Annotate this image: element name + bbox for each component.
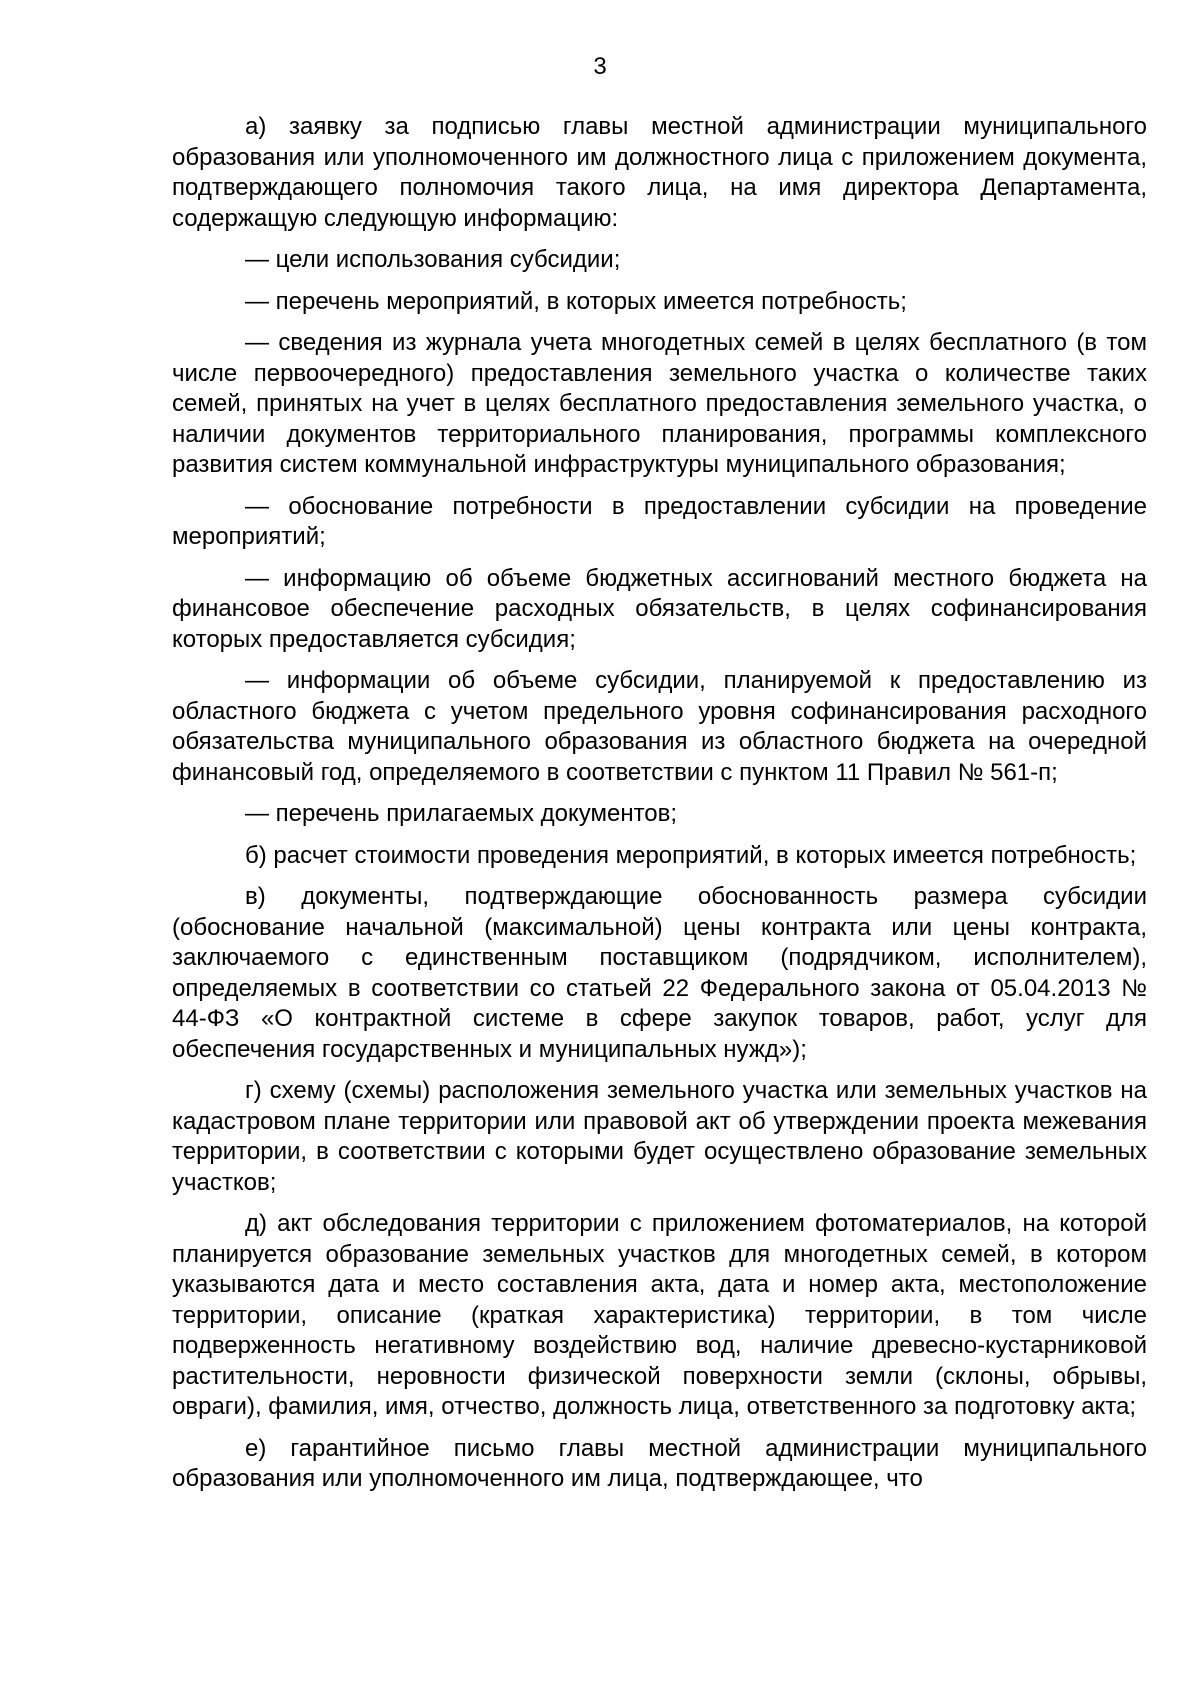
paragraph-item-a: а) заявку за подписью главы местной администрации муниципального образования или уполномоченного им должностного лица с приложением документа, подтверждающего полномочия такого лица, на имя директора Департамента, содержащую следующую информацию: [172, 113, 1147, 232]
page-number: 3 [593, 53, 607, 80]
paragraph-item-e: е) гарантийное письмо главы местной администрации муниципального образования или уполномоченного им лица, подтверждающее, что [172, 1434, 1147, 1492]
paragraph-journal-info: — сведения из журнала учета многодетных семей в целях бесплатного (в том числе первоочередного) предоставления земельного участка о количестве таких семей, принятых на учет в целях бесплатного предоставления земельного участка, о наличии документов территориального планирования, программы комплексного развития систем коммунальной инфраструктуры муниципального образования; [172, 329, 1147, 478]
paragraph-events-list: — перечень мероприятий, в которых имеется потребность; [245, 287, 907, 315]
paragraph-budget-info: — информацию об объеме бюджетных ассигнований местного бюджета на финансовое обеспечение расходных обязательств, в целях софинансирования которых предоставляется субсидия; [172, 564, 1147, 653]
paragraph-item-d: д) акт обследования территории с приложением фотоматериалов, на которой планируется образование земельных участков для многодетных семей, в котором указываются дата и место составления акта, дата и номер акта, местоположение территории, описание (краткая характеристика) территории, в том числе подверженность негативному воздействию вод, наличие древесно-кустарниковой растительности, неровности физической поверхности земли (склоны, обрывы, овраги), фамилия, имя, отчество, должность лица, ответственного за подготовку акта; [172, 1210, 1147, 1420]
paragraph-item-v: в) документы, подтверждающие обоснованность размера субсидии (обоснование начальной (максимальной) цены контракта или цены контракта, заключаемого с единственным поставщиком (подрядчиком, исполнителем), определяемых в соответствии со статьей 22 Федерального закона от 05.04.2013 № 44-ФЗ «О контрактной системе в сфере закупок товаров, работ, услуг для обеспечения государственных и муниципальных нужд»); [172, 883, 1147, 1063]
paragraph-subsidy-info: — информации об объеме субсидии, планируемой к предоставлению из областного бюджета с учетом предельного уровня софинансирования расходного обязательства муниципального образования из областного бюджета на очередной финансовый год, определяемого в соответствии с пунктом 11 Правил № 561-п; [172, 667, 1147, 786]
paragraph-item-g: г) схему (схемы) расположения земельного участка или земельных участков на кадастровом плане территории или правовой акт об утверждении проекта межевания территории, в соответствии с которыми будет осуществлено образование земельных участков; [172, 1077, 1147, 1196]
paragraph-goals: — цели использования субсидии; [245, 246, 621, 273]
paragraph-need-justification: — обоснование потребности в предоставлении субсидии на проведение мероприятий; [172, 492, 1147, 550]
document-body [172, 112, 1147, 1506]
paragraph-item-b: б) расчет стоимости проведения мероприятий, в которых имеется потребность; [245, 841, 1137, 869]
paragraph-attached-docs: — перечень прилагаемых документов; [245, 800, 678, 827]
